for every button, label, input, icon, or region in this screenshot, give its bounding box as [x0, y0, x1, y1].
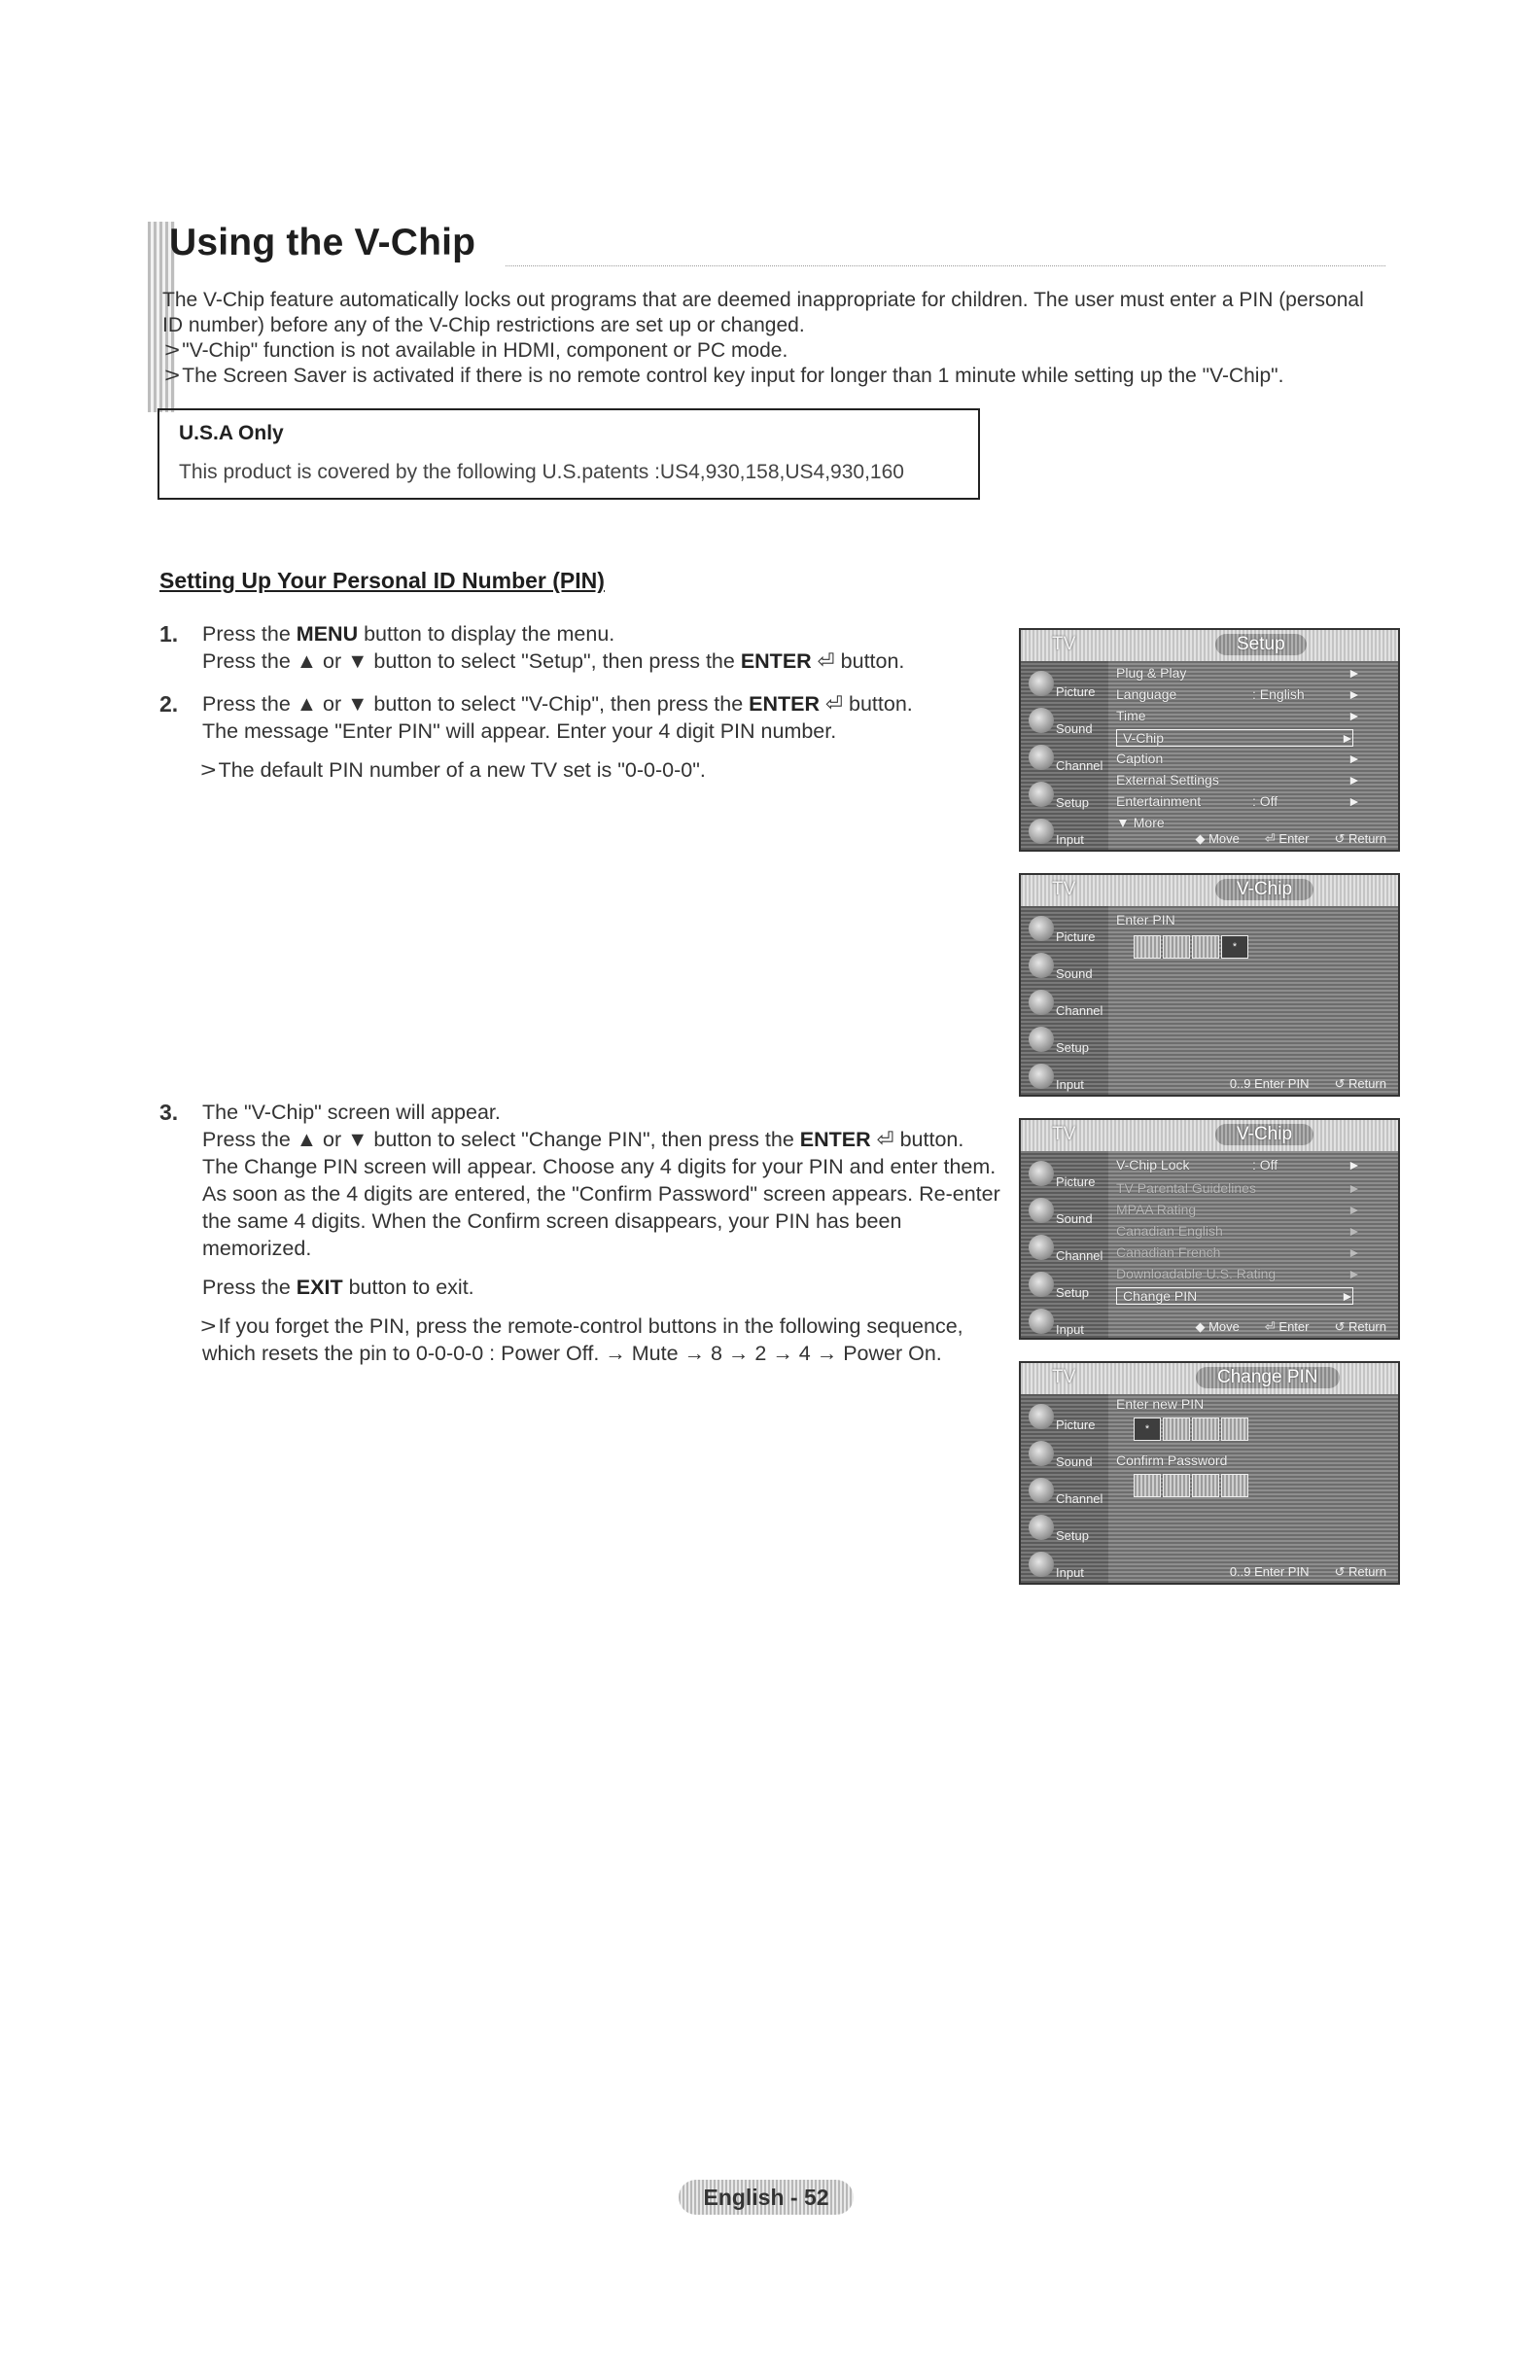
chevron-right-icon: ► [1348, 1157, 1361, 1172]
screen-footer: ◆ Move ⏎ Enter ↺ Return [1195, 1319, 1386, 1334]
picture-icon [1029, 1404, 1054, 1429]
setup-icon [1029, 1027, 1054, 1052]
sidebar-item-input: Input [1025, 813, 1106, 852]
menu-item-more: ▼ More [1116, 815, 1165, 830]
usa-box-title: U.S.A Only [179, 422, 284, 444]
sidebar-item-sound: Sound [1025, 1192, 1106, 1242]
channel-icon [1029, 1478, 1054, 1503]
channel-icon [1029, 1235, 1054, 1260]
sound-icon [1029, 1441, 1054, 1466]
step-number: 2. [159, 691, 179, 717]
picture-icon [1029, 1161, 1054, 1186]
step-3-line-2: Press the ▲ or ▼ button to select "Change PIN", then press the ENTER ⏎ button. [202, 1128, 964, 1151]
step-2-line-1: Press the ▲ or ▼ button to select "V-Chip", then press the ENTER ⏎ button. [202, 692, 913, 716]
chevron-right-icon: ► [1348, 1223, 1361, 1239]
intro-note-1: > "V-Chip" function is not available in HDMI, component or PC mode. [164, 339, 788, 362]
step-2-line-2: The message "Enter PIN" will appear. Enter your 4 digit PIN number. [202, 719, 837, 743]
chevron-right-icon: ► [1348, 1244, 1361, 1260]
page-number-badge: English - 52 [679, 2180, 854, 2215]
step-3-line-1: The "V-Chip" screen will appear. [202, 1101, 501, 1124]
setup-icon [1029, 1272, 1054, 1297]
confirm-pin-fields[interactable] [1134, 1474, 1270, 1497]
input-icon [1029, 1064, 1054, 1089]
section-title: Setting Up Your Personal ID Number (PIN) [159, 568, 605, 593]
step-3 [159, 1099, 1005, 1367]
screen-header [1021, 875, 1398, 906]
sidebar-item-sound: Sound [1025, 947, 1106, 998]
screen-footer: ◆ Move ⏎ Enter ↺ Return [1195, 831, 1386, 846]
enter-icon: ⏎ [825, 692, 844, 716]
menu-item: Plug & Play ► [1116, 665, 1361, 681]
channel-icon [1029, 990, 1054, 1015]
screen-footer: 0..9 Enter PIN ↺ Return [1229, 1076, 1386, 1091]
tv-screen-vchip [1019, 1118, 1400, 1340]
chevron-right-icon: ► [1348, 708, 1361, 723]
screen-tv-label: TV [1052, 634, 1076, 654]
sidebar-item-input: Input [1025, 1058, 1106, 1097]
screen-footer: 0..9 Enter PIN ↺ Return [1229, 1564, 1386, 1579]
tv-screen-enter-pin [1019, 873, 1400, 1097]
sidebar-item-setup: Setup [1025, 1266, 1106, 1316]
intro [162, 288, 1389, 389]
menu-item: Entertainment : Off ► [1116, 793, 1361, 809]
intro-note-2: > The Screen Saver is activated if there is no remote control key input for longer than 1 minute while setting up the "V-Chip". [164, 365, 1284, 387]
step-1-line-1: Press the MENU button to display the menu. [202, 622, 615, 646]
tv-screen-setup [1019, 628, 1400, 852]
screen-tv-label: TV [1052, 1124, 1076, 1144]
sound-icon [1029, 708, 1054, 733]
chevron-right-icon: ► [1348, 665, 1361, 681]
sidebar-item-picture: Picture [1025, 910, 1106, 961]
input-icon [1029, 1309, 1054, 1334]
screen-sidebar [1021, 1394, 1108, 1583]
screen-tv-label: TV [1052, 879, 1076, 899]
menu-item: External Settings ► [1116, 772, 1361, 788]
tv-screen-change-pin [1019, 1361, 1400, 1585]
screen-sidebar [1021, 661, 1108, 850]
screen-tv-label: TV [1052, 1367, 1076, 1387]
menu-item: Caption ► [1116, 751, 1361, 766]
enter-pin-label: Enter PIN [1116, 912, 1175, 928]
pin-fields[interactable]: * [1134, 935, 1270, 959]
step-2 [159, 690, 996, 784]
tip-arrow-icon: > [200, 758, 217, 782]
chevron-right-icon: ► [1348, 793, 1361, 809]
confirm-password-label: Confirm Password [1116, 1452, 1228, 1468]
screen-title: V-Chip [1215, 879, 1313, 900]
step-3-tip: >If you forget the PIN, press the remote-control buttons in the following sequence, which resets the pin to 0-0-0-0 : Power Off. → Mute → 8 → 2 → 4 → Power On. [200, 1314, 963, 1365]
menu-item-selected: V-Chip ► [1116, 729, 1353, 747]
step-number: 1. [159, 621, 179, 647]
menu-item-disabled: TV Parental Guidelines ► [1116, 1180, 1361, 1196]
step-3-exit: Press the EXIT button to exit. [202, 1276, 474, 1299]
sidebar-item-input: Input [1025, 1546, 1106, 1585]
title-rule [506, 265, 1385, 266]
sidebar-item-input: Input [1025, 1303, 1106, 1340]
input-icon [1029, 819, 1054, 844]
enter-icon: ⏎ [817, 649, 835, 673]
usa-only-box [158, 408, 980, 500]
sidebar-item-setup: Setup [1025, 1021, 1106, 1071]
sidebar-item-sound: Sound [1025, 702, 1106, 752]
sidebar-item-channel: Channel [1025, 984, 1106, 1034]
usa-box-text: This product is covered by the following U.S.patents :US4,930,158,US4,930,160 [179, 461, 904, 483]
intro-paragraph: The V-Chip feature automatically locks out programs that are deemed inappropriate for children. The user must enter a PIN (personal ID number) before any of the V-Chip restrictions are set up or changed. [162, 289, 1364, 336]
sidebar-item-channel: Channel [1025, 1229, 1106, 1279]
enter-icon: ⏎ [876, 1128, 894, 1151]
chevron-right-icon: ► [1348, 751, 1361, 766]
sidebar-item-setup: Setup [1025, 776, 1106, 826]
sidebar-item-sound: Sound [1025, 1435, 1106, 1486]
step-3-line-3: The Change PIN screen will appear. Choose any 4 digits for your PIN and enter them. As soon as the 4 digits are entered, the "Confirm Password" screen appears. Re-enter the same 4 digits. When the Confirm screen disappears, your PIN has been memorized. [202, 1155, 1000, 1260]
screen-header [1021, 1120, 1398, 1151]
screen-title: V-Chip [1215, 1124, 1313, 1145]
picture-icon [1029, 671, 1054, 696]
sidebar-item-picture: Picture [1025, 1398, 1106, 1449]
setup-icon [1029, 782, 1054, 807]
channel-icon [1029, 745, 1054, 770]
sidebar-item-setup: Setup [1025, 1509, 1106, 1559]
tip-arrow-icon: > [200, 1314, 217, 1338]
tip-arrow-icon: > [164, 339, 181, 362]
picture-icon [1029, 916, 1054, 941]
sound-icon [1029, 953, 1054, 978]
input-icon [1029, 1552, 1054, 1577]
menu-item-disabled: Canadian English ► [1116, 1223, 1361, 1239]
screen-header [1021, 630, 1398, 661]
page-title: Using the V-Chip [169, 222, 476, 263]
sound-icon [1029, 1198, 1054, 1223]
sidebar-item-picture: Picture [1025, 665, 1106, 716]
screen-title: Change PIN [1196, 1367, 1340, 1388]
menu-item-disabled: Canadian French ► [1116, 1244, 1361, 1260]
chevron-right-icon: ► [1348, 686, 1361, 702]
sidebar-item-channel: Channel [1025, 1472, 1106, 1522]
menu-item-selected: Change PIN ► [1116, 1287, 1353, 1305]
enter-new-pin-label: Enter new PIN [1116, 1396, 1205, 1412]
screen-header [1021, 1363, 1398, 1394]
screen-sidebar [1021, 906, 1108, 1095]
step-1-line-2: Press the ▲ or ▼ button to select "Setup", then press the ENTER ⏎ button. [202, 649, 905, 673]
screen-title: Setup [1215, 634, 1307, 655]
menu-item: Time ► [1116, 708, 1361, 723]
sidebar-item-channel: Channel [1025, 739, 1106, 789]
setup-icon [1029, 1515, 1054, 1540]
menu-item: V-Chip Lock : Off ► [1116, 1157, 1361, 1172]
step-number: 3. [159, 1100, 179, 1125]
chevron-right-icon: ► [1348, 772, 1361, 788]
sidebar-item-picture: Picture [1025, 1155, 1106, 1206]
chevron-right-icon: ► [1348, 1266, 1361, 1281]
menu-item-disabled: Downloadable U.S. Rating ► [1116, 1266, 1361, 1281]
screen-sidebar [1021, 1151, 1108, 1338]
chevron-right-icon: ► [1341, 1288, 1354, 1304]
menu-item-disabled: MPAA Rating ► [1116, 1202, 1361, 1217]
chevron-right-icon: ► [1348, 1202, 1361, 1217]
chevron-right-icon: ► [1341, 730, 1354, 746]
chevron-right-icon: ► [1348, 1180, 1361, 1196]
menu-item: Language : English ► [1116, 686, 1361, 702]
tip-arrow-icon: > [164, 365, 181, 387]
new-pin-fields[interactable]: * [1134, 1418, 1270, 1441]
step-2-tip: >The default PIN number of a new TV set is "0-0-0-0". [200, 758, 706, 782]
step-1 [159, 620, 996, 675]
